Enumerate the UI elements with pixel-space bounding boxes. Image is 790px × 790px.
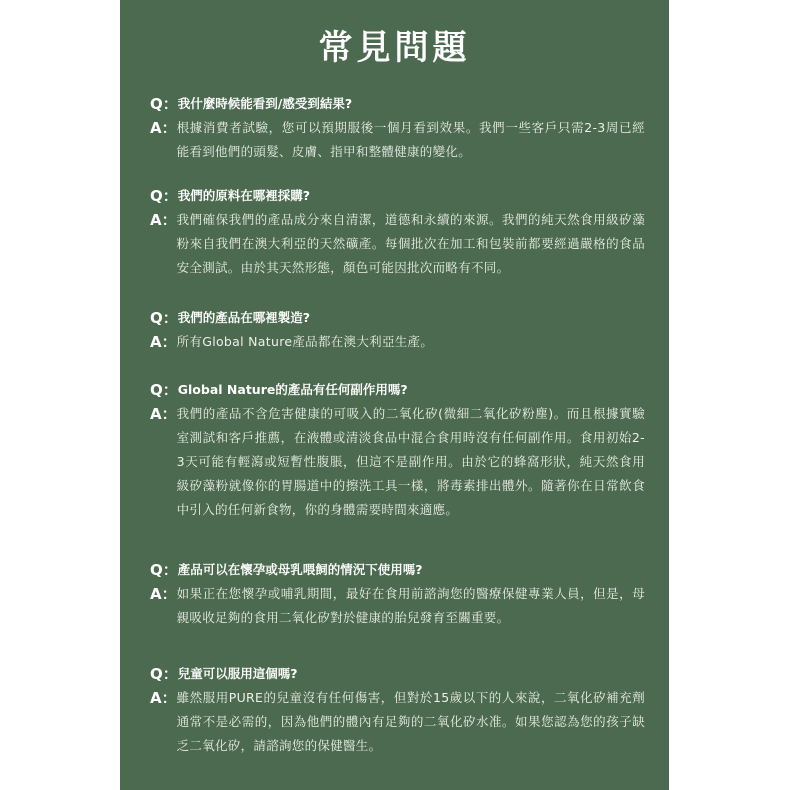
faq-answer: 雖然服用PURE的兒童沒有任何傷害，但對於15歲以下的人來說，二氧化矽補充劑通常不是必需的，因為他們的體內有足夠的二氧化矽水准。如果您認為您的孩子缺乏二氧化矽，請諮詢您的保健醫生。 — [176, 690, 645, 753]
faq-answer: 我們確保我們的產品成分來自清潔，道德和永續的來源。我們的純天然食用級矽藻粉來自我們在澳大利亞的天然礦產。每個批次在加工和包裝前都要經過嚴格的食品安全測試。由於其天然形態，顏色可能因批次而略有不同。 — [176, 212, 645, 275]
answer-mark: A： — [150, 585, 177, 603]
faq-item — [150, 92, 645, 164]
faq-item — [150, 184, 645, 280]
page-title: 常見問題 — [318, 28, 471, 68]
answer-mark: A： — [150, 689, 177, 707]
answer-mark: A： — [150, 119, 177, 137]
faq-answer: 我們的產品不含危害健康的可吸入的二氧化矽(微細二氧化矽粉塵)。而且根據實驗室測試和客戶推薦，在液體或清淡食品中混合食用時沒有任何副作用。食用初始2-3天可能有輕瀉或短暫性腹脹，但這不是副作用。由於它的蜂窩形狀，純天然食用級矽藻粉就像你的胃腸道中的擦洗工具一樣，將毒素排出體外。隨著你在日常飲食中引入的任何新食物，你的身體需要時間來適應。 — [176, 406, 645, 517]
faq-question: 我們的原料在哪裡採購? — [177, 188, 311, 203]
faq-question: Global Nature的產品有任何副作用嗎? — [177, 382, 408, 397]
faq-item — [150, 306, 645, 354]
faq-item — [150, 558, 645, 630]
faq-question: 產品可以在懷孕或母乳喂飼的情況下使用嗎? — [177, 562, 423, 577]
faq-panel — [120, 0, 669, 790]
faq-answer: 根據消費者試驗，您可以預期服後一個月看到效果。我們一些客戶只需2-3周已經能看到他們的頭髮、皮膚、指甲和整體健康的變化。 — [176, 120, 645, 159]
faq-item — [150, 378, 645, 522]
question-mark: Q： — [150, 95, 178, 113]
question-mark: Q： — [150, 561, 178, 579]
answer-mark: A： — [150, 333, 177, 351]
answer-mark: A： — [150, 211, 177, 229]
faq-item — [150, 662, 645, 758]
question-mark: Q： — [150, 665, 178, 683]
faq-question: 我什麼時候能看到/感受到結果? — [177, 96, 353, 111]
question-mark: Q： — [150, 187, 178, 205]
question-mark: Q： — [150, 309, 178, 327]
faq-answer: 所有Global Nature產品都在澳大利亞生產。 — [176, 334, 434, 349]
faq-answer: 如果正在您懷孕或哺乳期間，最好在食用前諮詢您的醫療保健專業人員，但是，母親吸收足夠的食用二氧化矽對於健康的胎兒發育至關重要。 — [176, 586, 645, 625]
question-mark: Q： — [150, 381, 178, 399]
faq-question: 兒童可以服用這個嗎? — [177, 666, 298, 681]
faq-question: 我們的產品在哪裡製造? — [177, 310, 311, 325]
answer-mark: A： — [150, 405, 177, 423]
